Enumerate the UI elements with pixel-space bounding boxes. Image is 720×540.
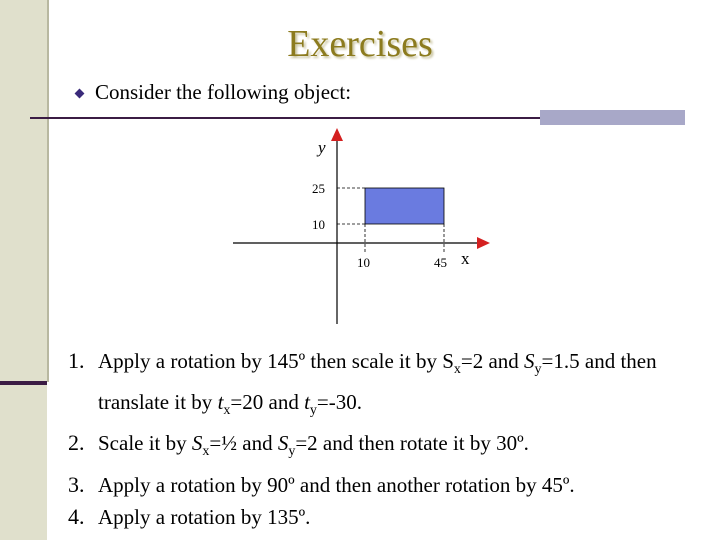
y-tick-25: 25 (312, 181, 325, 196)
y-axis-label: y (318, 138, 326, 157)
exercise-list (68, 345, 688, 533)
x-axis-label: x (461, 249, 470, 268)
math-symbol: t (217, 390, 224, 415)
y-axis-arrow-icon (331, 128, 343, 141)
exercise-number: 4. (68, 503, 85, 529)
exercise-item-4 (68, 501, 688, 533)
subscript: y (288, 444, 296, 460)
text-part: =2 and (460, 349, 525, 373)
x-axis-arrow-icon (477, 237, 490, 249)
exercise-number: 3. (68, 471, 85, 497)
exercise-item-2 (68, 427, 688, 468)
y-tick-10: 10 (312, 217, 325, 232)
math-symbol: t (304, 390, 310, 415)
text-part: Scale it by (98, 431, 192, 456)
exercise-text (98, 345, 688, 427)
subscript: x (223, 403, 231, 419)
x-tick-45: 45 (434, 255, 447, 270)
subscript: y (534, 362, 542, 378)
text-part: =-30. (316, 390, 363, 415)
text-part: =2 and then rotate it by 30º. (295, 431, 529, 456)
subscript: x (453, 362, 461, 378)
text-part: =1.5 and then translate it by (98, 349, 657, 415)
exercise-number: 2. (68, 430, 85, 456)
slide-title: Exercises (287, 23, 433, 65)
subscript: x (202, 444, 210, 460)
exercise-text (98, 427, 688, 468)
math-symbol: S (191, 431, 203, 456)
text-part: =½ and (209, 431, 278, 456)
exercise-text: Apply a rotation by 90º and then another rotation by 45º. (98, 472, 575, 497)
intro-text: Consider the following object: (95, 80, 352, 104)
text-part: Apply a rotation by 145º then scale it by S (98, 349, 454, 373)
text-part: =20 and (230, 390, 305, 415)
exercise-item-1 (68, 345, 688, 427)
exercise-number: 1. (68, 348, 85, 373)
math-symbol: S (524, 349, 535, 373)
x-tick-10: 10 (357, 255, 370, 270)
math-symbol: S (277, 431, 289, 456)
exercise-text: Apply a rotation by 135º. (98, 504, 311, 529)
exercise-item-3 (68, 469, 688, 501)
subscript: y (309, 403, 317, 419)
object-rectangle (365, 188, 444, 224)
